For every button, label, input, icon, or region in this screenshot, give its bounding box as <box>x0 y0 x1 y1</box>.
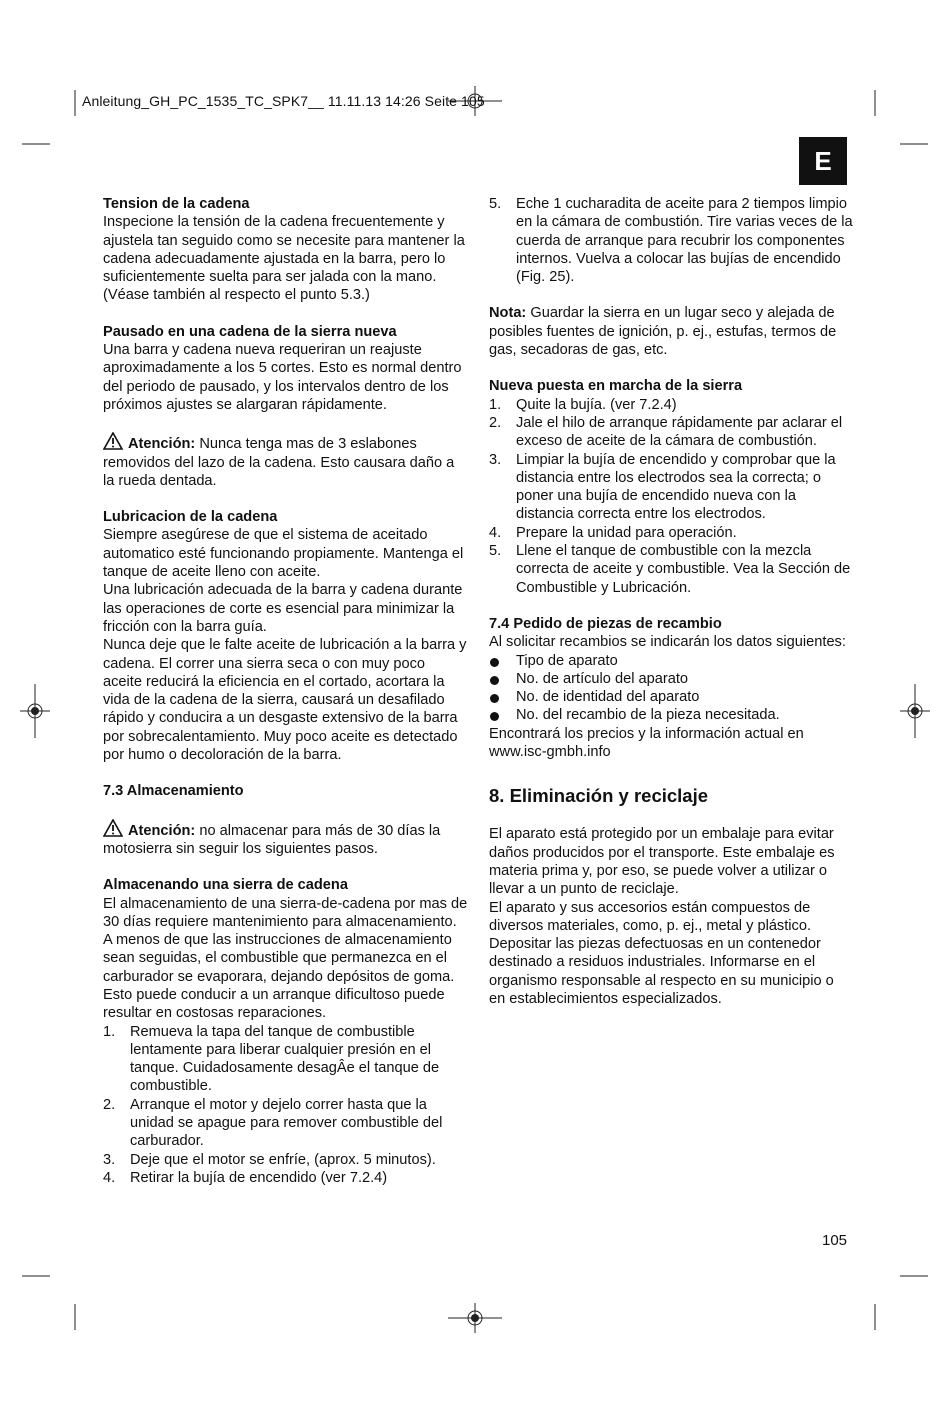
list-item: No. de identidad del aparato <box>489 688 854 706</box>
right-column <box>489 195 854 1026</box>
heading-lubricacion: Lubricacion de la cadena <box>103 509 278 526</box>
text-pedido-outro: Encontrará los precios y la información actual en www.isc-gmbh.info <box>489 725 804 761</box>
note-text: Guardar la sierra en un lugar seco y alejada de posibles fuentes de ignición, p. ej., estufas, termos de gas, secadoras de gas, etc. <box>489 305 837 359</box>
page-number: 105 <box>822 1232 848 1249</box>
print-slug: Anleitung_GH_PC_1535_TC_SPK7__ 11.11.13 14:26 Seite 105 <box>82 93 485 109</box>
text-eliminacion-2: El aparato y sus accesorios están compuestos de diversos materiales, como, p. ej., metal y plástico. Depositar las piezas defectuosas en un contenedor destinado a residuos industriales. Informarse en el organismo responsable al respecto en su municipio o en establecimientos especializados. <box>489 899 834 1007</box>
section-nueva-puesta <box>489 377 854 597</box>
bullet-icon <box>490 676 499 685</box>
text-lubricacion-2: Una lubricación adecuada de la barra y cadena durante las operaciones de corte es esencial para minimizar la fricción con la barra guía. <box>103 582 463 635</box>
text-pedido-intro: Al solicitar recambios se indicarán los datos siguientes: <box>489 634 846 651</box>
language-tab: E <box>799 137 847 185</box>
list-item: 3. Deje que el motor se enfríe, (aprox. 5 minutos). <box>103 1151 436 1168</box>
storage-steps <box>103 1023 468 1188</box>
warning-text: Nunca tenga mas de 3 eslabones removidos del lazo de la cadena. Esto causara daño a la rueda dentada. <box>103 436 455 489</box>
heading-eliminacion: 8. Eliminación y reciclaje <box>489 785 709 807</box>
section-eliminacion <box>489 825 854 1008</box>
heading-almacenamiento: 7.3 Almacenamiento <box>103 783 244 800</box>
bullet-icon <box>490 694 499 703</box>
list-item: 1. Quite la bujía. (ver 7.2.4) <box>489 396 677 413</box>
list-item: 2. Jale el hilo de arranque rápidamente par aclarar el exceso de aceite de la cámara de combustión. <box>489 414 843 450</box>
heading-pedido: 7.4 Pedido de piezas de recambio <box>489 615 722 632</box>
warning-atencion-2 <box>103 819 468 859</box>
section-tension <box>103 195 468 305</box>
note <box>489 304 854 359</box>
warning-triangle-icon <box>103 432 123 450</box>
list-item: No. del recambio de la pieza necesitada. <box>489 706 854 724</box>
restart-steps <box>489 396 854 597</box>
warning-triangle-icon <box>103 819 123 837</box>
warning-text: no almacenar para más de 30 días la motosierra sin seguir los siguientes pasos. <box>103 822 441 857</box>
list-item: 5. Llene el tanque de combustible con la mezcla correcta de aceite y combustible. Vea la Sección de Combustible y Lubricación. <box>489 543 851 596</box>
text-pausado: Una barra y cadena nueva requeriran un reajuste aproximadamente a los 5 cortes. Esto es normal dentro del periodo de pausado, y los intervalos dentro de los próximos ajustes se alargaran rápidamente. <box>103 342 462 413</box>
heading-pausado: Pausado en una cadena de la sierra nueva <box>103 323 397 340</box>
text-lubricacion-1: Siempre asegúrese de que el sistema de aceitado automatico esté funcionando propiamente. Mantenga el tanque de aceite lleno con aceite. <box>103 527 464 581</box>
warning-label: Atención: <box>128 822 196 839</box>
section-almacenando <box>103 876 468 1187</box>
list-item: 2. Arranque el motor y dejelo correr hasta que la unidad se apague para remover combustible del carburador. <box>103 1096 443 1150</box>
list-item: 4. Retirar la bujía de encendido (ver 7.2.4) <box>103 1169 388 1186</box>
bullet-icon <box>490 712 499 721</box>
section-almacenamiento <box>103 782 468 800</box>
warning-atencion-1 <box>103 432 468 490</box>
list-item: 3. Limpiar la bujía de encendido y comprobar que la distancia entre los electrodos sea la correcta; o poner una bujía de encendido nueva con la distancia correcta entre los electrodos. <box>489 451 836 523</box>
text-eliminacion-1: El aparato está protegido por un embalaje para evitar daños producidos por el transporte. Este embalaje es materia prima y, por eso, se puede volver a utilizar o llevar a un punto de reciclaje. <box>489 826 835 898</box>
storage-step-5 <box>489 195 854 286</box>
bullet-icon <box>490 658 499 667</box>
heading-tension: Tension de la cadena <box>103 196 250 212</box>
list-item: 4. Prepare la unidad para operación. <box>489 524 737 541</box>
text-almacenando: El almacenamiento de una sierra-de-cadena por mas de 30 días requiere mantenimiento para almacenamiento. A menos de que las instrucciones de almacenamiento sean seguidas, el combustible que permanezca en el carburador se evaporara, dejando depósitos de goma. Esto puede conducir a un arranque dificultoso puede resultar en costosas reparaciones. <box>103 895 468 1022</box>
section-pedido <box>489 615 854 761</box>
list-item: Tipo de aparato <box>489 652 854 670</box>
text-lubricacion-3: Nunca deje que le falte aceite de lubricación a la barra y cadena. El correr una sierra seca o con muy poco aceite reducirá la eficiencia en el cortado, acortara la vida de la cadena de la sierra, causará un desafilado rápido y conducira a un desgaste extensivo de la barra por sobrecalentamiento. Muy poco aceite es detectado por humo o decoloración de la barra. <box>103 637 467 764</box>
section-pausado <box>103 323 468 414</box>
list-item: 1. Remueva la tapa del tanque de combustible lentamente para liberar cualquier presión en el tanque. Cuidadosamente desagÂe el tanque de combustible. <box>103 1023 440 1095</box>
list-item: 5. Eche 1 cucharadita de aceite para 2 tiempos limpio en la cámara de combustión. Tire varias veces de la cuerda de arranque para recubrir los componentes internos. Vuelva a colocar las bujías de encendido (Fig. 25). <box>489 196 853 286</box>
note-label: Nota: <box>489 305 527 322</box>
text-tension: Inspecione la tensión de la cadena frecuentemente y ajustela tan seguido como se necesite para mantener la cadena adecuadamente ajustada en la barra, pero lo suficientemente suelta para ser jalada con la mano. (Véase también al respecto el punto 5.3.) <box>103 214 465 304</box>
heading-almacenando: Almacenando una sierra de cadena <box>103 877 348 894</box>
list-item: No. de artículo del aparato <box>489 670 854 688</box>
parts-data-list <box>489 652 854 725</box>
warning-label: Atención: <box>128 436 196 453</box>
section-lubricacion <box>103 508 468 764</box>
heading-nueva-puesta: Nueva puesta en marcha de la sierra <box>489 378 743 395</box>
left-column <box>103 195 468 1205</box>
